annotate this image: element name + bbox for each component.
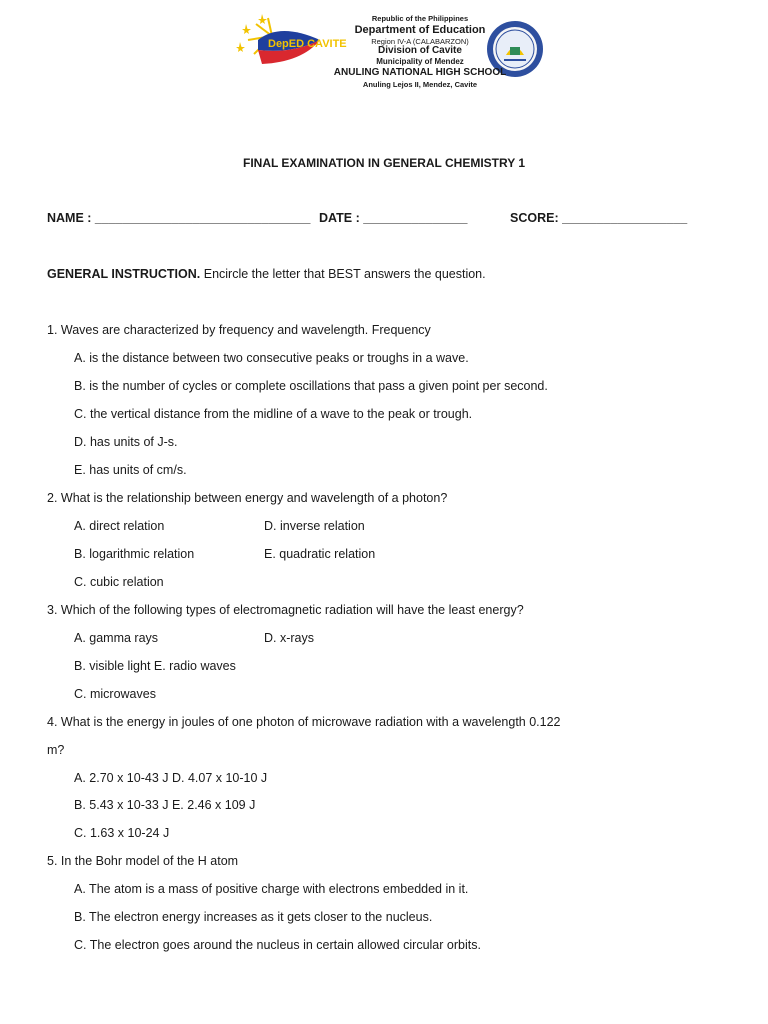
score-field[interactable]: SCORE: __________________ [510,211,688,225]
q1-option-e[interactable]: E. has units of cm/s. [74,463,187,477]
question-2-stem: 2. What is the relationship between energy and wavelength of a photon? [47,491,448,505]
q1-option-a[interactable]: A. is the distance between two consecutive peaks or troughs in a wave. [74,351,469,365]
svg-text:DepED CAVITE: DepED CAVITE [268,38,347,50]
question-4-stem: 4. What is the energy in joules of one photon of microwave radiation with a wavelength 0.122 [47,715,561,729]
q1-option-c[interactable]: C. the vertical distance from the midline of a wave to the peak or trough. [74,407,473,421]
q4-option-b-e[interactable]: B. 5.43 x 10-33 J E. 2.46 x 109 J [74,798,256,812]
q1-option-b[interactable]: B. is the number of cycles or complete oscillations that pass a given point per second. [74,379,548,393]
municipality-text: Municipality of Mendez [376,57,464,66]
q2-option-e[interactable]: E. quadratic relation [264,547,376,561]
name-field[interactable]: NAME : _______________________________ [47,211,311,225]
q2-option-c[interactable]: C. cubic relation [74,575,164,589]
school-address: Anuling Lejos II, Mendez, Cavite [362,80,478,89]
instruction-text: Encircle the letter that BEST answers the question. [203,267,486,281]
q2-option-a[interactable]: A. direct relation [74,519,165,533]
division-text: Division of Cavite [378,45,462,56]
q3-option-a[interactable]: A. gamma rays [74,631,159,645]
region-text: Region IV-A (CALABARZON) [371,37,469,46]
exam-title: FINAL EXAMINATION IN GENERAL CHEMISTRY 1 [242,156,526,170]
q3-option-c[interactable]: C. microwaves [74,687,156,701]
q3-option-d[interactable]: D. x-rays [264,631,314,645]
instruction-label: GENERAL INSTRUCTION. [47,267,201,281]
q4-option-a-d[interactable]: A. 2.70 x 10-43 J D. 4.07 x 10-10 J [74,771,268,785]
date-field[interactable]: DATE : _______________ [319,211,468,225]
q3-option-b-e[interactable]: B. visible light E. radio waves [74,659,236,673]
general-instruction [47,267,486,281]
q5-option-b[interactable]: B. The electron energy increases as it gets closer to the nucleus. [74,910,433,924]
question-1-stem: 1. Waves are characterized by frequency and wavelength. Frequency [47,323,431,337]
question-5-stem: 5. In the Bohr model of the H atom [47,854,239,868]
q1-option-d[interactable]: D. has units of J-s. [74,435,178,449]
school-name: ANULING NATIONAL HIGH SCHOOL [333,67,507,78]
department-text: Department of Education [354,24,486,36]
q2-option-b[interactable]: B. logarithmic relation [74,547,195,561]
republic-text: Republic of the Philippines [371,14,469,23]
question-4-stem-cont: m? [47,743,65,757]
q5-option-c[interactable]: C. The electron goes around the nucleus in certain allowed circular orbits. [74,938,481,952]
q4-option-c[interactable]: C. 1.63 x 10-24 J [74,826,170,840]
q2-option-d[interactable]: D. inverse relation [264,519,365,533]
question-3-stem: 3. Which of the following types of electromagnetic radiation will have the least energy? [47,603,524,617]
q5-option-a[interactable]: A. The atom is a mass of positive charge with electrons embedded in it. [74,882,469,896]
